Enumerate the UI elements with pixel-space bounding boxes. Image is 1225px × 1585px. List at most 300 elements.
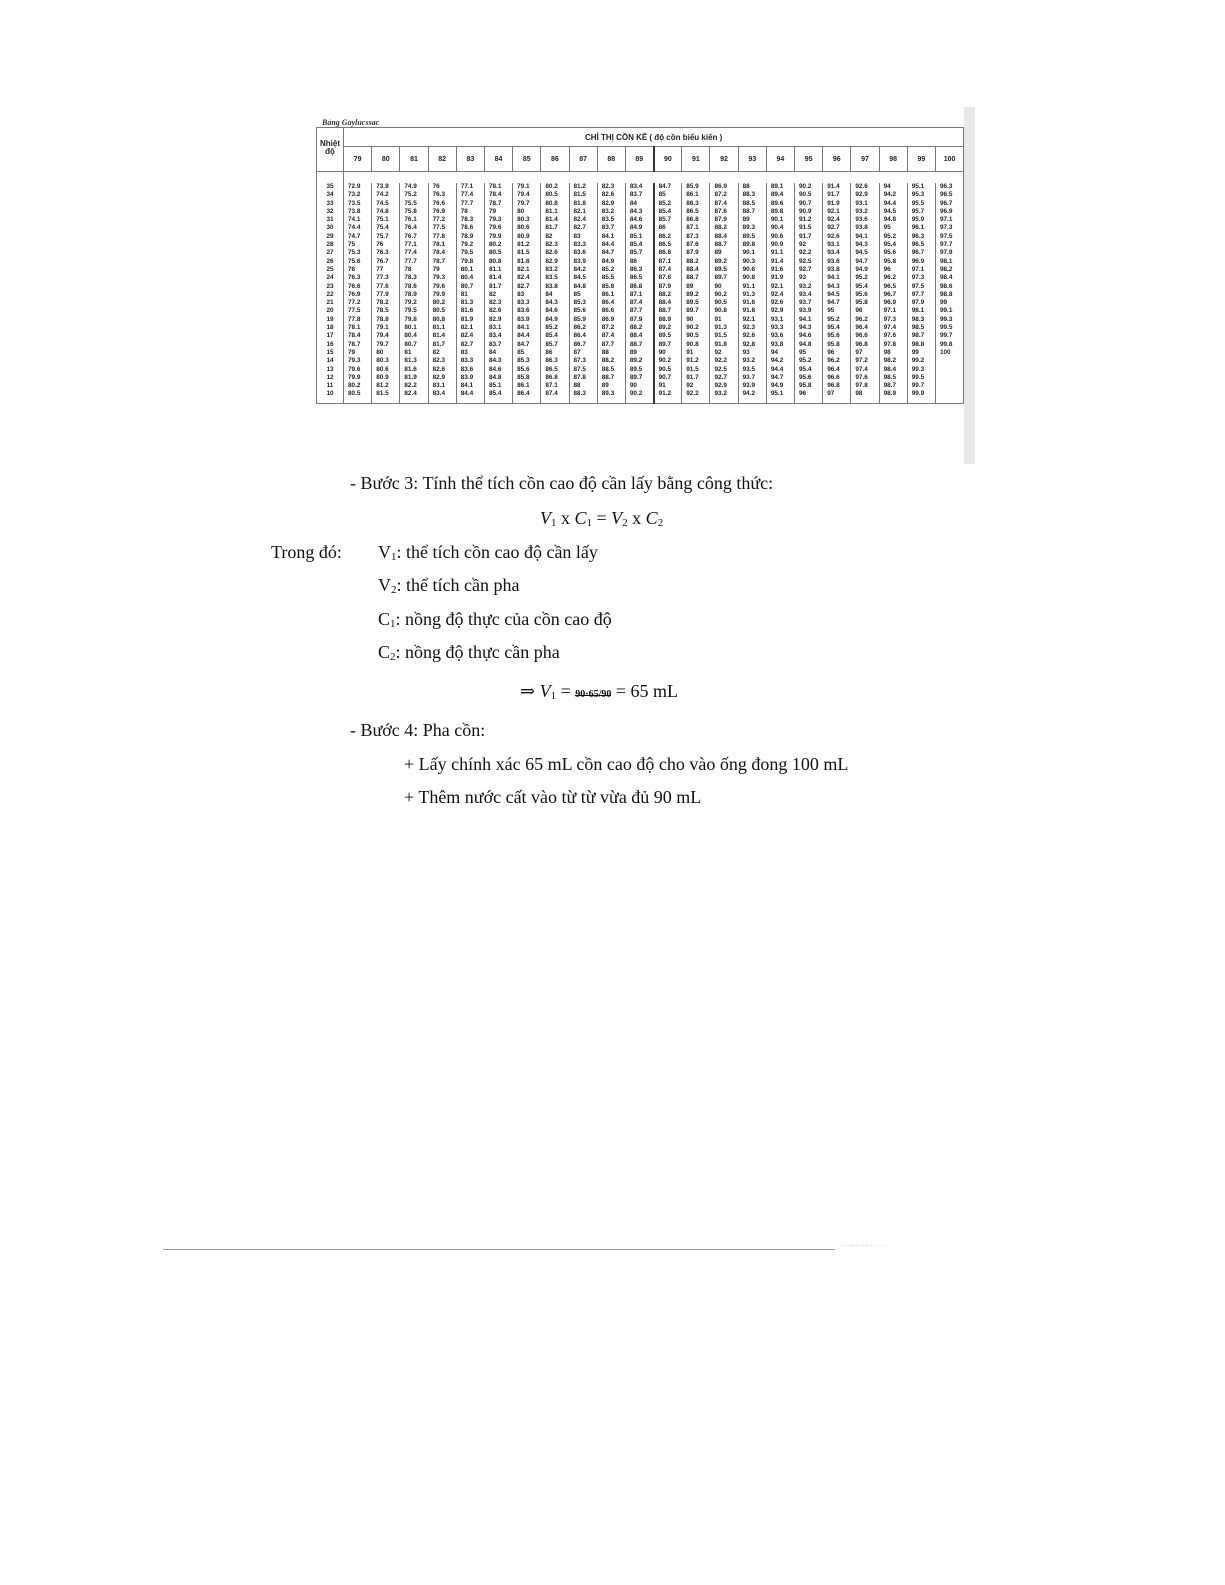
- table-row: [317, 374, 964, 382]
- value-cell: 94.9: [766, 382, 794, 390]
- value-cell: 84.1: [456, 382, 484, 390]
- value-cell: 98.5: [907, 324, 935, 332]
- value-cell: 87.2: [710, 191, 738, 199]
- value-cell: 87.4: [597, 332, 625, 340]
- table-row: [317, 341, 964, 349]
- value-cell: 79.9: [484, 233, 512, 241]
- value-cell: 86.3: [682, 200, 710, 208]
- value-cell: 93.2: [851, 208, 879, 216]
- value-cell: 91.4: [823, 183, 851, 191]
- value-cell: 88.3: [738, 191, 766, 199]
- value-cell: 99.7: [935, 332, 963, 340]
- value-cell: 76.7: [372, 258, 400, 266]
- value-cell: 75.1: [372, 216, 400, 224]
- value-cell: 85.4: [654, 208, 682, 216]
- value-cell: 88.5: [738, 200, 766, 208]
- value-cell: 78.8: [372, 316, 400, 324]
- value-cell: 86.8: [541, 374, 569, 382]
- value-cell: 82.3: [428, 357, 456, 365]
- value-cell: 98.8: [907, 341, 935, 349]
- value-cell: 80.2: [428, 299, 456, 307]
- value-cell: 83.3: [456, 357, 484, 365]
- value-cell: 81.9: [400, 374, 428, 382]
- value-cell: 75: [344, 241, 372, 249]
- value-cell: 88.7: [654, 307, 682, 315]
- value-cell: 85.6: [569, 307, 597, 315]
- value-cell: 79.9: [428, 291, 456, 299]
- value-cell: 92.6: [851, 183, 879, 191]
- value-cell: 93.6: [851, 216, 879, 224]
- value-cell: 82.2: [400, 382, 428, 390]
- value-cell: 99: [935, 299, 963, 307]
- value-cell: 94.7: [823, 299, 851, 307]
- value-cell: 98.4: [879, 366, 907, 374]
- value-cell: 83.2: [597, 208, 625, 216]
- value-cell: 84.6: [484, 366, 512, 374]
- value-cell: 99.3: [935, 316, 963, 324]
- value-cell: 81.7: [484, 283, 512, 291]
- value-cell: 85.2: [597, 266, 625, 274]
- value-cell: 87.9: [682, 249, 710, 257]
- value-cell: 80.6: [372, 366, 400, 374]
- value-cell: 95.6: [879, 249, 907, 257]
- value-cell: 97.5: [907, 283, 935, 291]
- value-cell: 79.4: [513, 191, 541, 199]
- value-cell: 98.4: [935, 274, 963, 282]
- value-cell: 81.5: [569, 191, 597, 199]
- value-cell: 89.8: [738, 241, 766, 249]
- value-cell: 85.5: [597, 274, 625, 282]
- value-cell: 77.1: [400, 241, 428, 249]
- value-cell: 86.8: [682, 216, 710, 224]
- value-cell: 86.8: [625, 283, 653, 291]
- table-row: [317, 299, 964, 307]
- value-cell: 93: [795, 274, 823, 282]
- value-cell: 95.7: [907, 208, 935, 216]
- value-cell: 97.3: [907, 274, 935, 282]
- value-cell: 92.7: [823, 224, 851, 232]
- value-cell: 98.9: [879, 390, 907, 403]
- column-header: 83: [456, 147, 484, 172]
- value-cell: 87.4: [710, 200, 738, 208]
- value-cell: 82.3: [597, 183, 625, 191]
- value-cell: 77.7: [456, 200, 484, 208]
- value-cell: 78.4: [344, 332, 372, 340]
- value-cell: 83.6: [513, 307, 541, 315]
- value-cell: 94.2: [738, 390, 766, 403]
- value-cell: 98.2: [935, 266, 963, 274]
- value-cell: 91.5: [795, 224, 823, 232]
- value-cell: 89.2: [654, 324, 682, 332]
- value-cell: 96.6: [851, 332, 879, 340]
- value-cell: 90.8: [682, 341, 710, 349]
- value-cell: 96: [851, 307, 879, 315]
- column-header: 92: [710, 147, 738, 172]
- value-cell: 88.7: [738, 208, 766, 216]
- value-cell: [935, 382, 963, 390]
- value-cell: 89.5: [738, 233, 766, 241]
- value-cell: [935, 390, 963, 403]
- value-cell: 79.6: [428, 283, 456, 291]
- value-cell: 93.7: [795, 299, 823, 307]
- value-cell: 83.8: [541, 283, 569, 291]
- value-cell: 95.4: [851, 283, 879, 291]
- value-cell: 89.2: [625, 357, 653, 365]
- value-cell: 90.5: [795, 191, 823, 199]
- value-cell: 79.4: [372, 332, 400, 340]
- value-cell: 91.5: [682, 366, 710, 374]
- value-cell: 95: [879, 224, 907, 232]
- value-cell: 96.8: [823, 382, 851, 390]
- value-cell: 95: [795, 349, 823, 357]
- gaylussac-table: [316, 127, 964, 404]
- value-cell: 73.2: [344, 191, 372, 199]
- value-cell: 80.7: [400, 341, 428, 349]
- value-cell: 90.8: [710, 307, 738, 315]
- value-cell: 92: [682, 382, 710, 390]
- value-cell: 97.6: [879, 332, 907, 340]
- value-cell: 83.9: [569, 258, 597, 266]
- value-cell: 84.7: [654, 183, 682, 191]
- alcoholmeter-header: CHỈ THỊ CỒN KẾ ( độ cồn biểu kiến ): [344, 128, 964, 147]
- value-cell: 97.7: [907, 291, 935, 299]
- value-cell: 77.8: [344, 316, 372, 324]
- value-cell: 78.9: [456, 233, 484, 241]
- value-cell: 88.2: [682, 258, 710, 266]
- value-cell: 92.7: [710, 374, 738, 382]
- value-cell: 83.3: [569, 241, 597, 249]
- value-cell: 85.3: [569, 299, 597, 307]
- value-cell: 90.5: [682, 332, 710, 340]
- value-cell: 78.3: [456, 216, 484, 224]
- value-cell: 83: [456, 349, 484, 357]
- column-header: 81: [400, 147, 428, 172]
- value-cell: 84.8: [569, 283, 597, 291]
- value-cell: 76.3: [372, 249, 400, 257]
- table-row: [317, 183, 964, 191]
- value-cell: 99.9: [907, 390, 935, 403]
- temperature-cell: 29: [317, 233, 344, 241]
- temperature-cell: 31: [317, 216, 344, 224]
- value-cell: 97.4: [851, 366, 879, 374]
- value-cell: 86.4: [597, 299, 625, 307]
- value-cell: 97.8: [879, 341, 907, 349]
- value-cell: 84.7: [597, 249, 625, 257]
- value-cell: 91.2: [654, 390, 682, 403]
- value-cell: 77: [372, 266, 400, 274]
- value-cell: 84.7: [513, 341, 541, 349]
- value-cell: 94.6: [795, 332, 823, 340]
- value-cell: 83.3: [513, 299, 541, 307]
- value-cell: 94.4: [766, 366, 794, 374]
- value-cell: 81.7: [428, 341, 456, 349]
- value-cell: 76: [344, 266, 372, 274]
- value-cell: 93.6: [823, 258, 851, 266]
- value-cell: 89.7: [654, 341, 682, 349]
- value-cell: 84: [541, 291, 569, 299]
- value-cell: 76.3: [428, 191, 456, 199]
- value-cell: 86.2: [569, 324, 597, 332]
- value-cell: 96.6: [823, 374, 851, 382]
- value-cell: 94.4: [879, 200, 907, 208]
- value-cell: 78: [400, 266, 428, 274]
- value-cell: 99.7: [907, 382, 935, 390]
- value-cell: 95.4: [879, 241, 907, 249]
- value-cell: 87.6: [682, 241, 710, 249]
- value-cell: 90.2: [625, 390, 653, 403]
- value-cell: 99: [907, 349, 935, 357]
- value-cell: 96.7: [879, 291, 907, 299]
- value-cell: 96.5: [935, 191, 963, 199]
- value-cell: 93.8: [851, 224, 879, 232]
- value-cell: 76.6: [428, 200, 456, 208]
- value-cell: 79.8: [456, 258, 484, 266]
- value-cell: 89.3: [597, 390, 625, 403]
- value-cell: 81.6: [400, 366, 428, 374]
- value-cell: 88.7: [682, 274, 710, 282]
- column-header: 100: [935, 147, 963, 172]
- value-cell: 75.4: [372, 224, 400, 232]
- value-cell: 88: [738, 183, 766, 191]
- value-cell: 95.8: [851, 299, 879, 307]
- value-cell: 92.5: [795, 258, 823, 266]
- value-cell: 99.5: [935, 324, 963, 332]
- value-cell: 84: [484, 349, 512, 357]
- value-cell: 96: [795, 390, 823, 403]
- value-cell: 79: [344, 349, 372, 357]
- value-cell: 82.4: [569, 216, 597, 224]
- value-cell: 83.7: [625, 191, 653, 199]
- value-cell: 86.4: [569, 332, 597, 340]
- value-cell: 91.5: [710, 332, 738, 340]
- value-cell: 95.4: [795, 366, 823, 374]
- table-row: [317, 283, 964, 291]
- value-cell: 92.1: [738, 316, 766, 324]
- value-cell: 95.8: [795, 382, 823, 390]
- value-cell: 83.6: [569, 249, 597, 257]
- value-cell: 96.2: [851, 316, 879, 324]
- value-cell: 76: [428, 183, 456, 191]
- value-cell: 94.3: [823, 283, 851, 291]
- value-cell: 81.1: [428, 324, 456, 332]
- table-row: [317, 316, 964, 324]
- value-cell: 84: [625, 200, 653, 208]
- value-cell: 87: [569, 349, 597, 357]
- value-cell: 87.9: [654, 283, 682, 291]
- value-cell: 86.3: [541, 357, 569, 365]
- value-cell: 91.6: [766, 266, 794, 274]
- value-cell: 90.2: [654, 357, 682, 365]
- temperature-cell: 10: [317, 390, 344, 403]
- value-cell: 83.4: [484, 332, 512, 340]
- value-cell: 92.3: [738, 324, 766, 332]
- value-cell: 97.7: [935, 241, 963, 249]
- value-cell: 73.8: [344, 208, 372, 216]
- value-cell: 81.8: [569, 200, 597, 208]
- value-cell: 75.5: [400, 200, 428, 208]
- value-cell: 87.6: [710, 208, 738, 216]
- value-cell: 95.6: [795, 374, 823, 382]
- value-cell: 90.1: [738, 249, 766, 257]
- value-cell: 80.5: [428, 307, 456, 315]
- column-header: 95: [795, 147, 823, 172]
- value-cell: 86: [541, 349, 569, 357]
- value-cell: 86.5: [682, 208, 710, 216]
- value-cell: 86.1: [682, 191, 710, 199]
- value-cell: 84.8: [484, 374, 512, 382]
- value-cell: 96.8: [851, 341, 879, 349]
- value-cell: 81.4: [428, 332, 456, 340]
- value-cell: 95.2: [879, 233, 907, 241]
- value-cell: 90.4: [766, 224, 794, 232]
- temperature-cell: 24: [317, 274, 344, 282]
- table-row: [317, 224, 964, 232]
- value-cell: 83.5: [597, 216, 625, 224]
- column-header: 93: [738, 147, 766, 172]
- value-cell: 93.4: [823, 249, 851, 257]
- value-cell: 86.5: [654, 241, 682, 249]
- value-cell: 95.2: [823, 316, 851, 324]
- step-4-text: - Bước 4: Pha cồn:: [350, 720, 486, 740]
- value-cell: 79: [484, 208, 512, 216]
- value-cell: 93.9: [738, 382, 766, 390]
- value-cell: 80.1: [400, 324, 428, 332]
- value-cell: 83.5: [541, 274, 569, 282]
- value-cell: 73.5: [344, 200, 372, 208]
- value-cell: 80.6: [513, 224, 541, 232]
- definition-v2: $V_2$: thể tích cần pha: [378, 575, 520, 596]
- value-cell: 82.6: [484, 307, 512, 315]
- value-cell: 92.9: [766, 307, 794, 315]
- value-cell: 94: [879, 183, 907, 191]
- fraction: 90·65/90: [575, 689, 612, 700]
- temperature-cell: 34: [317, 191, 344, 199]
- value-cell: 98.7: [879, 382, 907, 390]
- table-row: [317, 324, 964, 332]
- value-cell: 86.2: [654, 233, 682, 241]
- value-cell: 98.7: [907, 332, 935, 340]
- value-cell: 89.2: [710, 258, 738, 266]
- value-cell: 95.8: [823, 341, 851, 349]
- value-cell: 89: [738, 216, 766, 224]
- temperature-cell: 11: [317, 382, 344, 390]
- value-cell: 91.9: [823, 200, 851, 208]
- value-cell: 80.7: [456, 283, 484, 291]
- column-header: 82: [428, 147, 456, 172]
- value-cell: 92.4: [823, 216, 851, 224]
- step-3-text: - Bước 3: Tính thể tích cồn cao độ cần lấy bằng công thức:: [350, 473, 774, 493]
- value-cell: 85.3: [513, 357, 541, 365]
- value-cell: 78.5: [372, 307, 400, 315]
- value-cell: 93.9: [795, 307, 823, 315]
- value-cell: 82.1: [456, 324, 484, 332]
- value-cell: 89.2: [682, 291, 710, 299]
- value-cell: 96.9: [935, 208, 963, 216]
- value-cell: 85.4: [541, 332, 569, 340]
- value-cell: 87.7: [625, 307, 653, 315]
- value-cell: 94.3: [795, 324, 823, 332]
- value-cell: 91.7: [795, 233, 823, 241]
- value-cell: 96.2: [879, 274, 907, 282]
- value-cell: 96.4: [851, 324, 879, 332]
- value-cell: 81.1: [484, 266, 512, 274]
- value-cell: 95.3: [907, 191, 935, 199]
- value-cell: 98.8: [935, 291, 963, 299]
- value-cell: 91.8: [710, 341, 738, 349]
- result-formula: ⇒ $V_1 = 90\cdot 65/90 = 65$ mL: [520, 681, 679, 702]
- value-cell: 97.3: [935, 224, 963, 232]
- value-cell: 97.3: [879, 316, 907, 324]
- value-cell: 85.4: [625, 241, 653, 249]
- value-cell: 91: [682, 349, 710, 357]
- value-cell: 77.2: [344, 299, 372, 307]
- value-cell: 86.1: [513, 382, 541, 390]
- value-cell: 91: [654, 382, 682, 390]
- value-cell: 82.6: [541, 249, 569, 257]
- value-cell: 81.2: [513, 241, 541, 249]
- table-row: [317, 233, 964, 241]
- value-cell: 87.8: [569, 374, 597, 382]
- value-cell: 94.5: [851, 249, 879, 257]
- value-cell: 93: [738, 349, 766, 357]
- value-cell: 93.5: [738, 366, 766, 374]
- value-cell: 78.3: [400, 274, 428, 282]
- temperature-cell: 25: [317, 266, 344, 274]
- value-cell: 86: [625, 258, 653, 266]
- value-cell: 84.9: [625, 224, 653, 232]
- value-cell: 89.3: [738, 224, 766, 232]
- value-cell: 84.4: [597, 241, 625, 249]
- value-cell: 76.9: [344, 291, 372, 299]
- value-cell: 79.3: [484, 216, 512, 224]
- column-header: 94: [766, 147, 794, 172]
- value-cell: 81.8: [513, 258, 541, 266]
- value-cell: 94.5: [823, 291, 851, 299]
- value-cell: 97.6: [851, 374, 879, 382]
- value-cell: 82.7: [513, 283, 541, 291]
- temperature-cell: 19: [317, 316, 344, 324]
- value-cell: 82.1: [513, 266, 541, 274]
- value-cell: 98.6: [935, 283, 963, 291]
- value-cell: 93.1: [823, 241, 851, 249]
- temperature-cell: 14: [317, 357, 344, 365]
- value-cell: 95.6: [851, 291, 879, 299]
- value-cell: 80.8: [428, 316, 456, 324]
- column-header: 98: [879, 147, 907, 172]
- value-cell: 88: [569, 382, 597, 390]
- table-row: [317, 349, 964, 357]
- value-cell: 88.4: [682, 266, 710, 274]
- temperature-cell: 17: [317, 332, 344, 340]
- value-cell: 87.7: [597, 341, 625, 349]
- value-cell: 84.1: [597, 233, 625, 241]
- value-cell: 78.4: [484, 191, 512, 199]
- value-cell: 97.1: [907, 266, 935, 274]
- value-cell: 92.4: [766, 291, 794, 299]
- value-cell: 94.5: [879, 208, 907, 216]
- value-cell: 85.2: [654, 200, 682, 208]
- value-cell: 94.8: [795, 341, 823, 349]
- table-row: [317, 357, 964, 365]
- value-cell: 85: [513, 349, 541, 357]
- value-cell: 82.6: [597, 191, 625, 199]
- value-cell: 79.5: [400, 307, 428, 315]
- value-cell: 82.4: [513, 274, 541, 282]
- temperature-cell: 21: [317, 299, 344, 307]
- value-cell: 86.7: [569, 341, 597, 349]
- value-cell: 91.2: [795, 216, 823, 224]
- value-cell: 84.6: [625, 216, 653, 224]
